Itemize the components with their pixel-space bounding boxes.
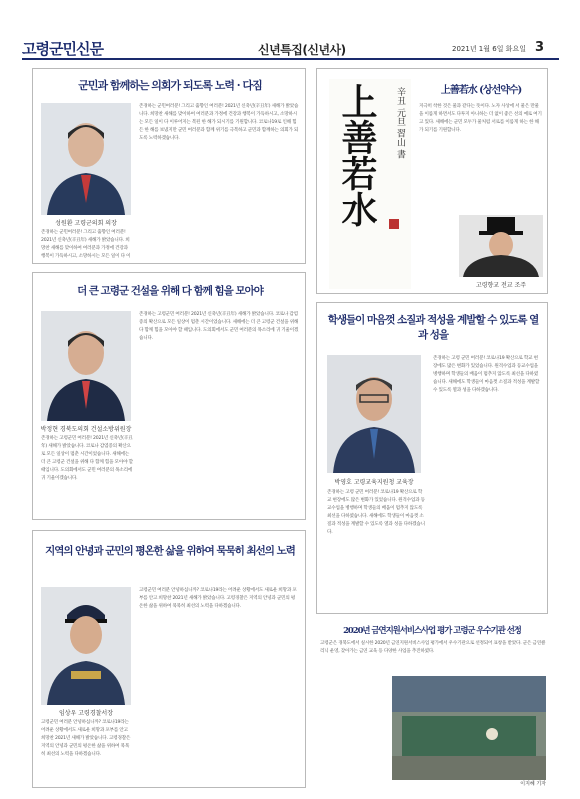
article-body: 고령군은 경북도에서 실시한 2020년 금연지원서비스사업 평가에서 우수기관으로 선정되어 표창을 받았다. 군은 금연클리닉 운영, 찾아가는 금연 교육 등 다양한 사업을 추진하였다.	[320, 641, 546, 654]
photo-caption: 성원환 고령군의회 의장	[55, 220, 117, 227]
article-title: 학생들이 마음껏 소질과 적성을 계발할 수 있도록 열과 성을	[327, 314, 539, 341]
calligraphy-scroll	[329, 79, 411, 289]
article-body: 존경하는 군민여러분! 그리고 출향인 여러분! 2021년 신축년(辛丑年) 새해가 밝았습니다. 희망찬 새해를 맞이하여 여러분과 가정에 건강과 행복이 가득하시고, 소망하시는 모든 일이 다 이	[41, 230, 131, 259]
article-body-continued: 존경하는 고령군민 여러분! 2021년 신축년(辛丑年) 새해가 밝았습니다. 코로나 감염증의 확산으로 모든 일상이 멈춘 시간이었습니다. 새해에는 더 큰 고령군 건설을 위해 다 함께 힘을 모아야 할 때입니다. 도의회에서도 군민 여러분의 목소리에 귀 기울이겠습니다.	[139, 312, 299, 341]
article-calligraphy	[316, 68, 548, 294]
article-title: 더 큰 고령군 건설을 위해 다 함께 힘을 모아야	[77, 285, 263, 297]
article-provincial-council	[32, 272, 306, 520]
article-anti-smoking-award	[316, 620, 548, 790]
article-council-chair	[32, 68, 306, 264]
portrait-photo	[41, 587, 131, 705]
portrait-photo	[41, 103, 131, 215]
masthead: 고령군민신문	[22, 40, 103, 58]
section-title: 신년특집(신년사)	[258, 43, 346, 57]
article-body: 지극히 착한 것은 물과 같다는 뜻이다. 노자 사상에 서 물은 만물을 이롭게 하면서도 다투지 아니하는 더 없이 좋은 선의 예로 여기고 있다. 새해에는 군민 모두가 물처럼 서로를 이롭게 하는 한 해가 되기를 기원합니다.	[419, 104, 542, 133]
article-body-continued: 고령군민 여러분 안녕하십니까? 코로나19라는 어려운 상황에서도 새로운 희망과 포부를 안고 희망찬 2021년 새해가 밝았습니다. 고령경찰은 지역의 안녕과 군민의 평온한 삶을 위하여 묵묵히 최선의 노력을 다하겠습니다.	[139, 588, 297, 609]
page-number: 3	[535, 40, 545, 55]
article-body-continued: 존경하는 군민여러분! 그리고 출향인 여러분! 2021년 신축년(辛丑年) 새해가 밝았습니다. 희망찬 새해를 맞이하여 여러분과 가정에 건강과 행복이 가득하시고, 소망하시는 모든 일이 다 이루어지는 복된 한 해가 되시기를 기원합니다. 코로나19로 인해 힘든 한 해를 보냈지만 군민 여러분과 함께 위기를 극복하고 군민과 함께하는 의회가 되도록 노력하겠습니다.	[139, 104, 299, 141]
portrait-photo	[41, 311, 131, 421]
article-education	[316, 302, 548, 614]
article-police	[32, 530, 306, 788]
calligraphy-signature: 辛丑 元旦 習山 書	[395, 87, 405, 159]
header-rule	[22, 58, 559, 60]
portrait-photo	[327, 355, 421, 473]
portrait-photo	[459, 215, 543, 277]
article-body: 존경하는 고령군민 여러분! 2021년 신축년(辛丑年) 새해가 밝았습니다. 코로나 감염증의 확산으로 모든 일상이 멈춘 시간이었습니다. 새해에는 더 큰 고령군 건설을 위해 다 함께 힘을 모아야 할 때입니다. 도의회에서도 군민 여러분의 목소리에 귀 기울이겠습니다.	[41, 436, 133, 481]
article-body: 고령군민 여러분 안녕하십니까? 코로나19라는 어려운 상황에서도 새로운 희망과 포부를 안고 희망찬 2021년 새해가 밝았습니다. 고령경찰은 지역의 안녕과 군민의 평온한 삶을 위하여 묵묵히 최선의 노력을 다하겠습니다.	[41, 720, 131, 757]
article-title: 上善若水 (상선약수)	[440, 85, 522, 96]
photo-caption: 박영호 고령교육지원청 교육장	[334, 479, 414, 486]
article-body-continued: 존경하는 고령 군민 여러분! 코로나19 확산으로 학교 현장에도 많은 변화가 있었습니다. 원격수업과 등교수업을 병행하며 학생들의 배움이 멈추지 않도록 최선을 다하였습니다. 새해에도 학생들이 마음껏 소질과 적성을 계발할 수 있도록 열과 성을 다하겠습니다.	[433, 356, 540, 393]
seal-stamp	[389, 219, 399, 229]
issue-date: 2021년 1월 6일 화요일	[452, 45, 526, 53]
article-title: 지역의 안녕과 군민의 평온한 삶을 위하여 묵묵히 최선의 노력	[45, 545, 295, 557]
photo-caption: 고령향교 전교 조주	[475, 282, 527, 289]
award-photo	[392, 676, 546, 780]
photo-caption: 임상우 고령경찰서장	[58, 710, 114, 717]
photo-caption: 박정현 경북도의회 건설소방위원장	[40, 426, 132, 433]
calligraphy-text: 上善若水	[336, 83, 378, 227]
article-title: 2020년 금연지원서비스사업 평가 고령군 우수기관 선정	[343, 625, 521, 635]
article-body: 존경하는 고령 군민 여러분! 코로나19 확산으로 학교 현장에도 많은 변화가 있었습니다. 원격수업과 등교수업을 병행하며 학생들의 배움이 멈추지 않도록 최선을 다하였습니다. 새해에도 학생들이 마음껏 소질과 적성을 계발할 수 있도록 열과 성을 다하겠습니다.	[327, 490, 425, 535]
photo-credit: 이지혜 기자	[520, 781, 546, 787]
article-title: 군민과 함께하는 의회가 되도록 노력 · 다짐	[78, 79, 262, 92]
